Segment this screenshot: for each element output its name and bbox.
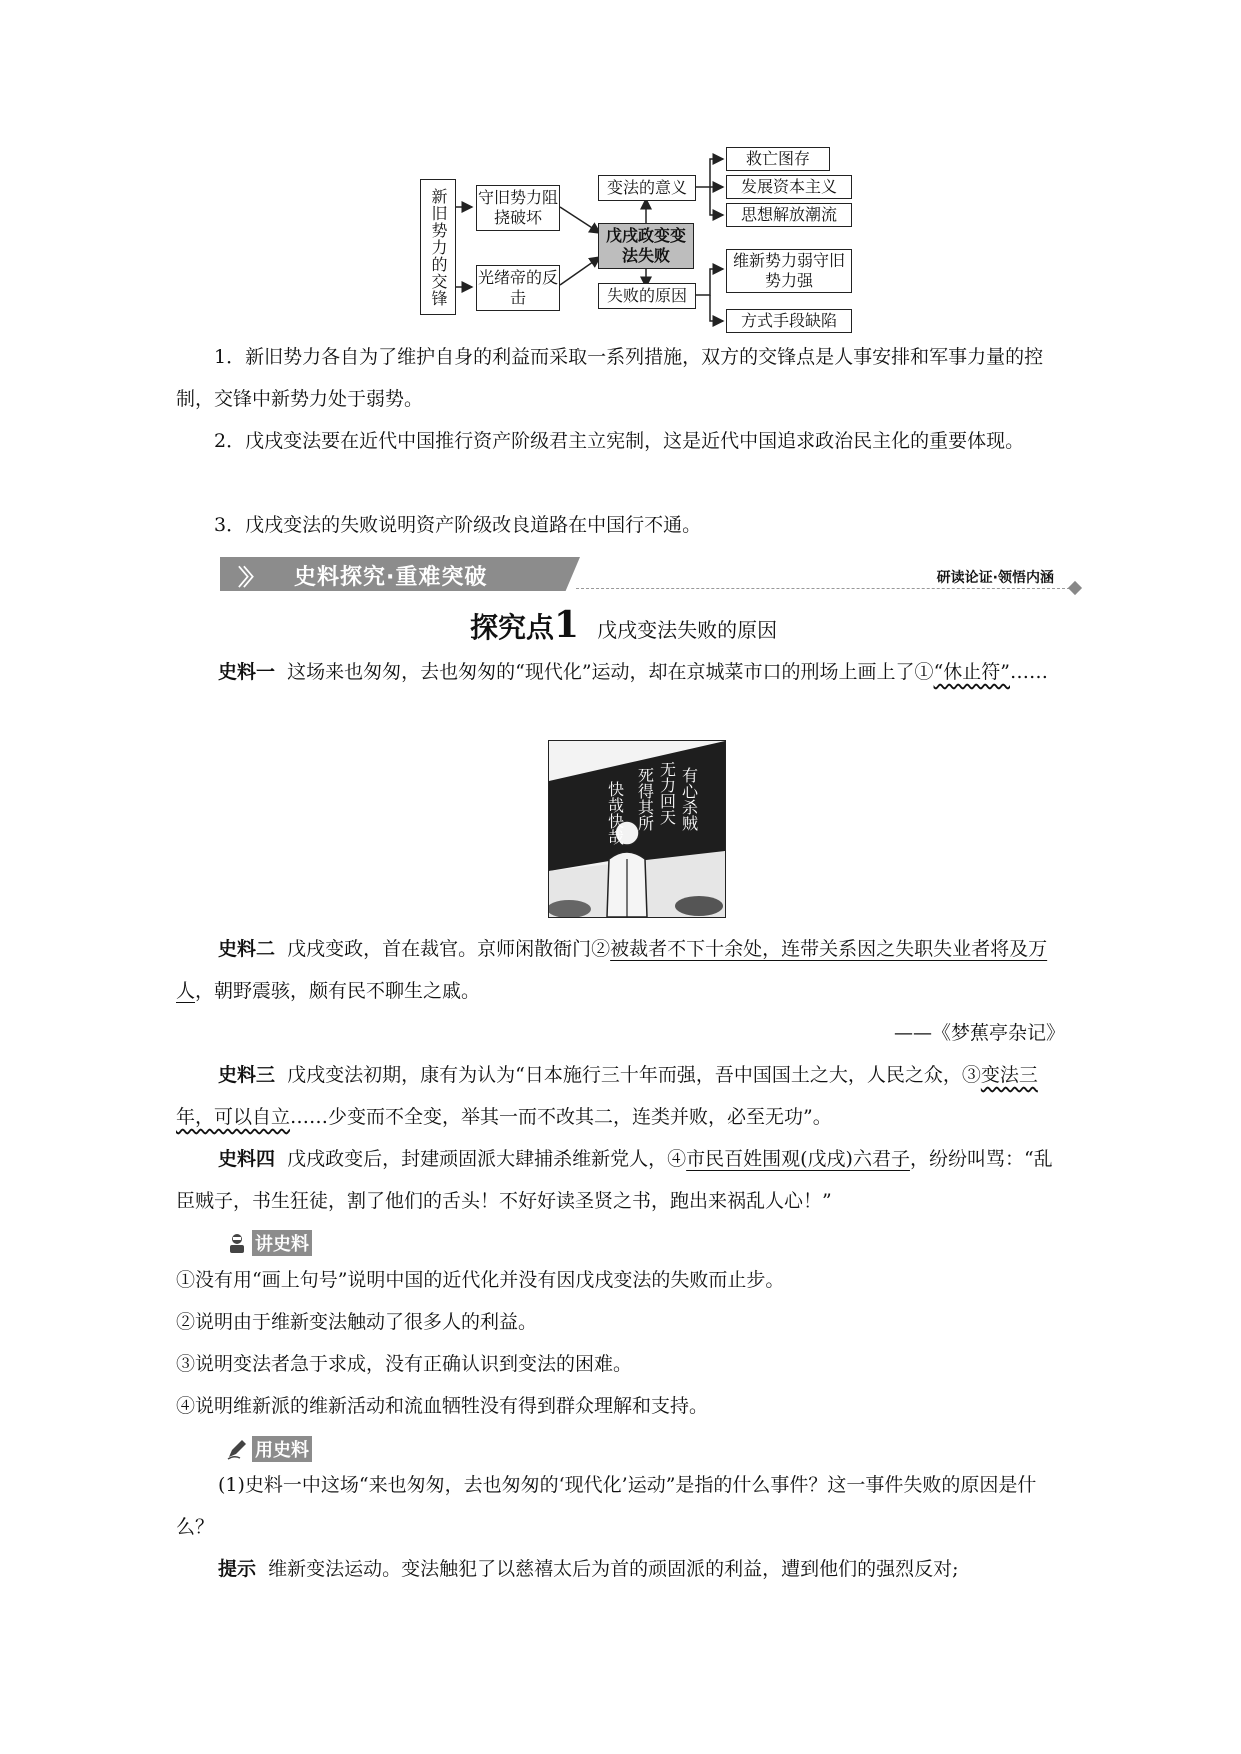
banner-text-2: 死得其所 xyxy=(635,767,655,831)
diagram-old-forces: 守旧势力阻挠破坏 xyxy=(476,185,560,231)
source-text: 这场来也匆匆，去也匆匆的“现代化”运动，却在京城菜市口的刑场上画上了 xyxy=(287,661,915,683)
banner-subtitle: 研读论证·领悟内涵 xyxy=(936,570,1054,586)
explain-item: ②说明由于维新变法触动了很多人的利益。 xyxy=(176,1311,538,1333)
source-underlined: 市民百姓围观(戊戌)六君子 xyxy=(686,1148,910,1170)
inquiry-heading xyxy=(470,604,777,646)
teacher-icon xyxy=(226,1232,248,1254)
diagram-reason-item: 方式手段缺陷 xyxy=(726,309,852,333)
source-label: 史料二 xyxy=(218,938,276,960)
diagram-meaning-item: 发展资本主义 xyxy=(726,175,852,199)
use-tag-label: 用史料 xyxy=(252,1436,312,1462)
source-citation: ——《梦蕉亭杂记》 xyxy=(893,1022,1065,1044)
source-mark: ④ xyxy=(667,1148,687,1170)
source-three xyxy=(176,1054,1064,1138)
source-underlined: 被裁者不下十余处，连带关系因之失职失业者将及万人 xyxy=(176,938,1048,1002)
source-label: 史料四 xyxy=(218,1148,276,1170)
source-mark: ③ xyxy=(961,1064,981,1086)
banner-text-3: 快哉快哉 xyxy=(605,781,625,845)
source-underlined: “休止符” xyxy=(933,661,1010,683)
source-text: 戊戌变法初期，康有为认为“日本施行三十年而强，吾中国国土之大，人民之众， xyxy=(287,1064,962,1086)
explain-item: ③说明变法者急于求成，没有正确认识到变法的困难。 xyxy=(176,1353,633,1375)
diagram-left-box: 新旧势力的交锋 xyxy=(420,179,456,315)
diamond-icon xyxy=(1068,581,1082,595)
diagram-meaning-item: 救亡图存 xyxy=(726,147,830,171)
summary-point: 1．新旧势力各自为了维护自身的利益而采取一系列措施，双方的交锋点是人事安排和军事力量的控制，交锋中新势力处于弱势。 xyxy=(176,346,1044,410)
source-two xyxy=(176,928,1064,1012)
diagram-center-box: 戊戌政变变法失败 xyxy=(598,223,694,269)
source-mark: ② xyxy=(591,938,611,960)
source-tail: ……少变而不全变，举其一而不改其二，连类并败，必至无功”。 xyxy=(290,1106,832,1128)
hint-label: 提示 xyxy=(218,1558,257,1580)
diagram-emperor-counter: 光绪帝的反击 xyxy=(476,265,560,311)
use-question: (1)史料一中这场“来也匆匆，去也匆匆的‘现代化’运动”是指的什么事件？这一事件失败的原因是什么？ xyxy=(176,1474,1037,1538)
chevron-icon: 〉〉 xyxy=(238,566,260,591)
explain-item: ④说明维新派的维新活动和流血牺牲没有得到群众理解和支持。 xyxy=(176,1395,709,1417)
source-four xyxy=(176,1138,1064,1222)
explain-tag xyxy=(226,1230,312,1256)
summary-point: 2．戊戌变法要在近代中国推行资产阶级君主立宪制，这是近代中国追求政治民主化的重要体现。 xyxy=(214,430,1025,452)
use-hint xyxy=(176,1548,1064,1590)
banner-rule xyxy=(576,588,1070,589)
pen-icon xyxy=(226,1438,248,1460)
hint-text: 维新变法运动。变法触犯了以慈禧太后为首的顽固派的利益，遭到他们的强烈反对; xyxy=(268,1558,959,1580)
use-tag xyxy=(226,1436,312,1462)
source-label: 史料三 xyxy=(218,1064,276,1086)
banner-text-0: 有心杀贼 xyxy=(679,767,699,831)
heading-prefix: 探究点 xyxy=(470,611,555,644)
source-underlined: 变法三年，可以自立 xyxy=(176,1064,1038,1128)
heading-number: 1 xyxy=(554,604,580,646)
source-tail: ，纷纷叫骂：“乱臣贼子，书生狂徒，割了他们的舌头！不好好读圣贤之书，跑出来祸乱人心！” xyxy=(176,1148,1053,1212)
six-gentlemen-illustration xyxy=(548,740,726,918)
summary-point: 3．戊戌变法的失败说明资产阶级改良道路在中国行不通。 xyxy=(214,514,702,536)
banner-title: 史料探究·重难突破 xyxy=(294,565,488,590)
diagram-reason-box: 失败的原因 xyxy=(598,283,696,309)
source-mark: ① xyxy=(914,661,934,683)
diagram-meaning-box: 变法的意义 xyxy=(598,175,696,201)
explain-tag-label: 讲史料 xyxy=(252,1230,312,1256)
source-tail: ，朝野震骇，颇有民不聊生之戚。 xyxy=(195,980,481,1002)
source-label: 史料一 xyxy=(218,661,276,683)
source-text: 戊戌变政，首在裁官。京师闲散衙门 xyxy=(287,938,592,960)
section-banner xyxy=(220,557,1080,593)
diagram-reason-item: 维新势力弱守旧势力强 xyxy=(726,249,852,293)
knowledge-diagram xyxy=(420,145,860,335)
source-text: 戊戌政变后，封建顽固派大肆捕杀维新党人， xyxy=(287,1148,668,1170)
banner-text-1: 无力回天 xyxy=(657,761,677,825)
heading-topic: 戊戌变法失败的原因 xyxy=(597,618,778,642)
source-tail: …… xyxy=(1010,661,1048,683)
source-one xyxy=(176,651,1064,693)
diagram-meaning-item: 思想解放潮流 xyxy=(726,203,852,227)
explain-item: ①没有用“画上句号”说明中国的近代化并没有因戊戌变法的失败而止步。 xyxy=(176,1269,785,1291)
